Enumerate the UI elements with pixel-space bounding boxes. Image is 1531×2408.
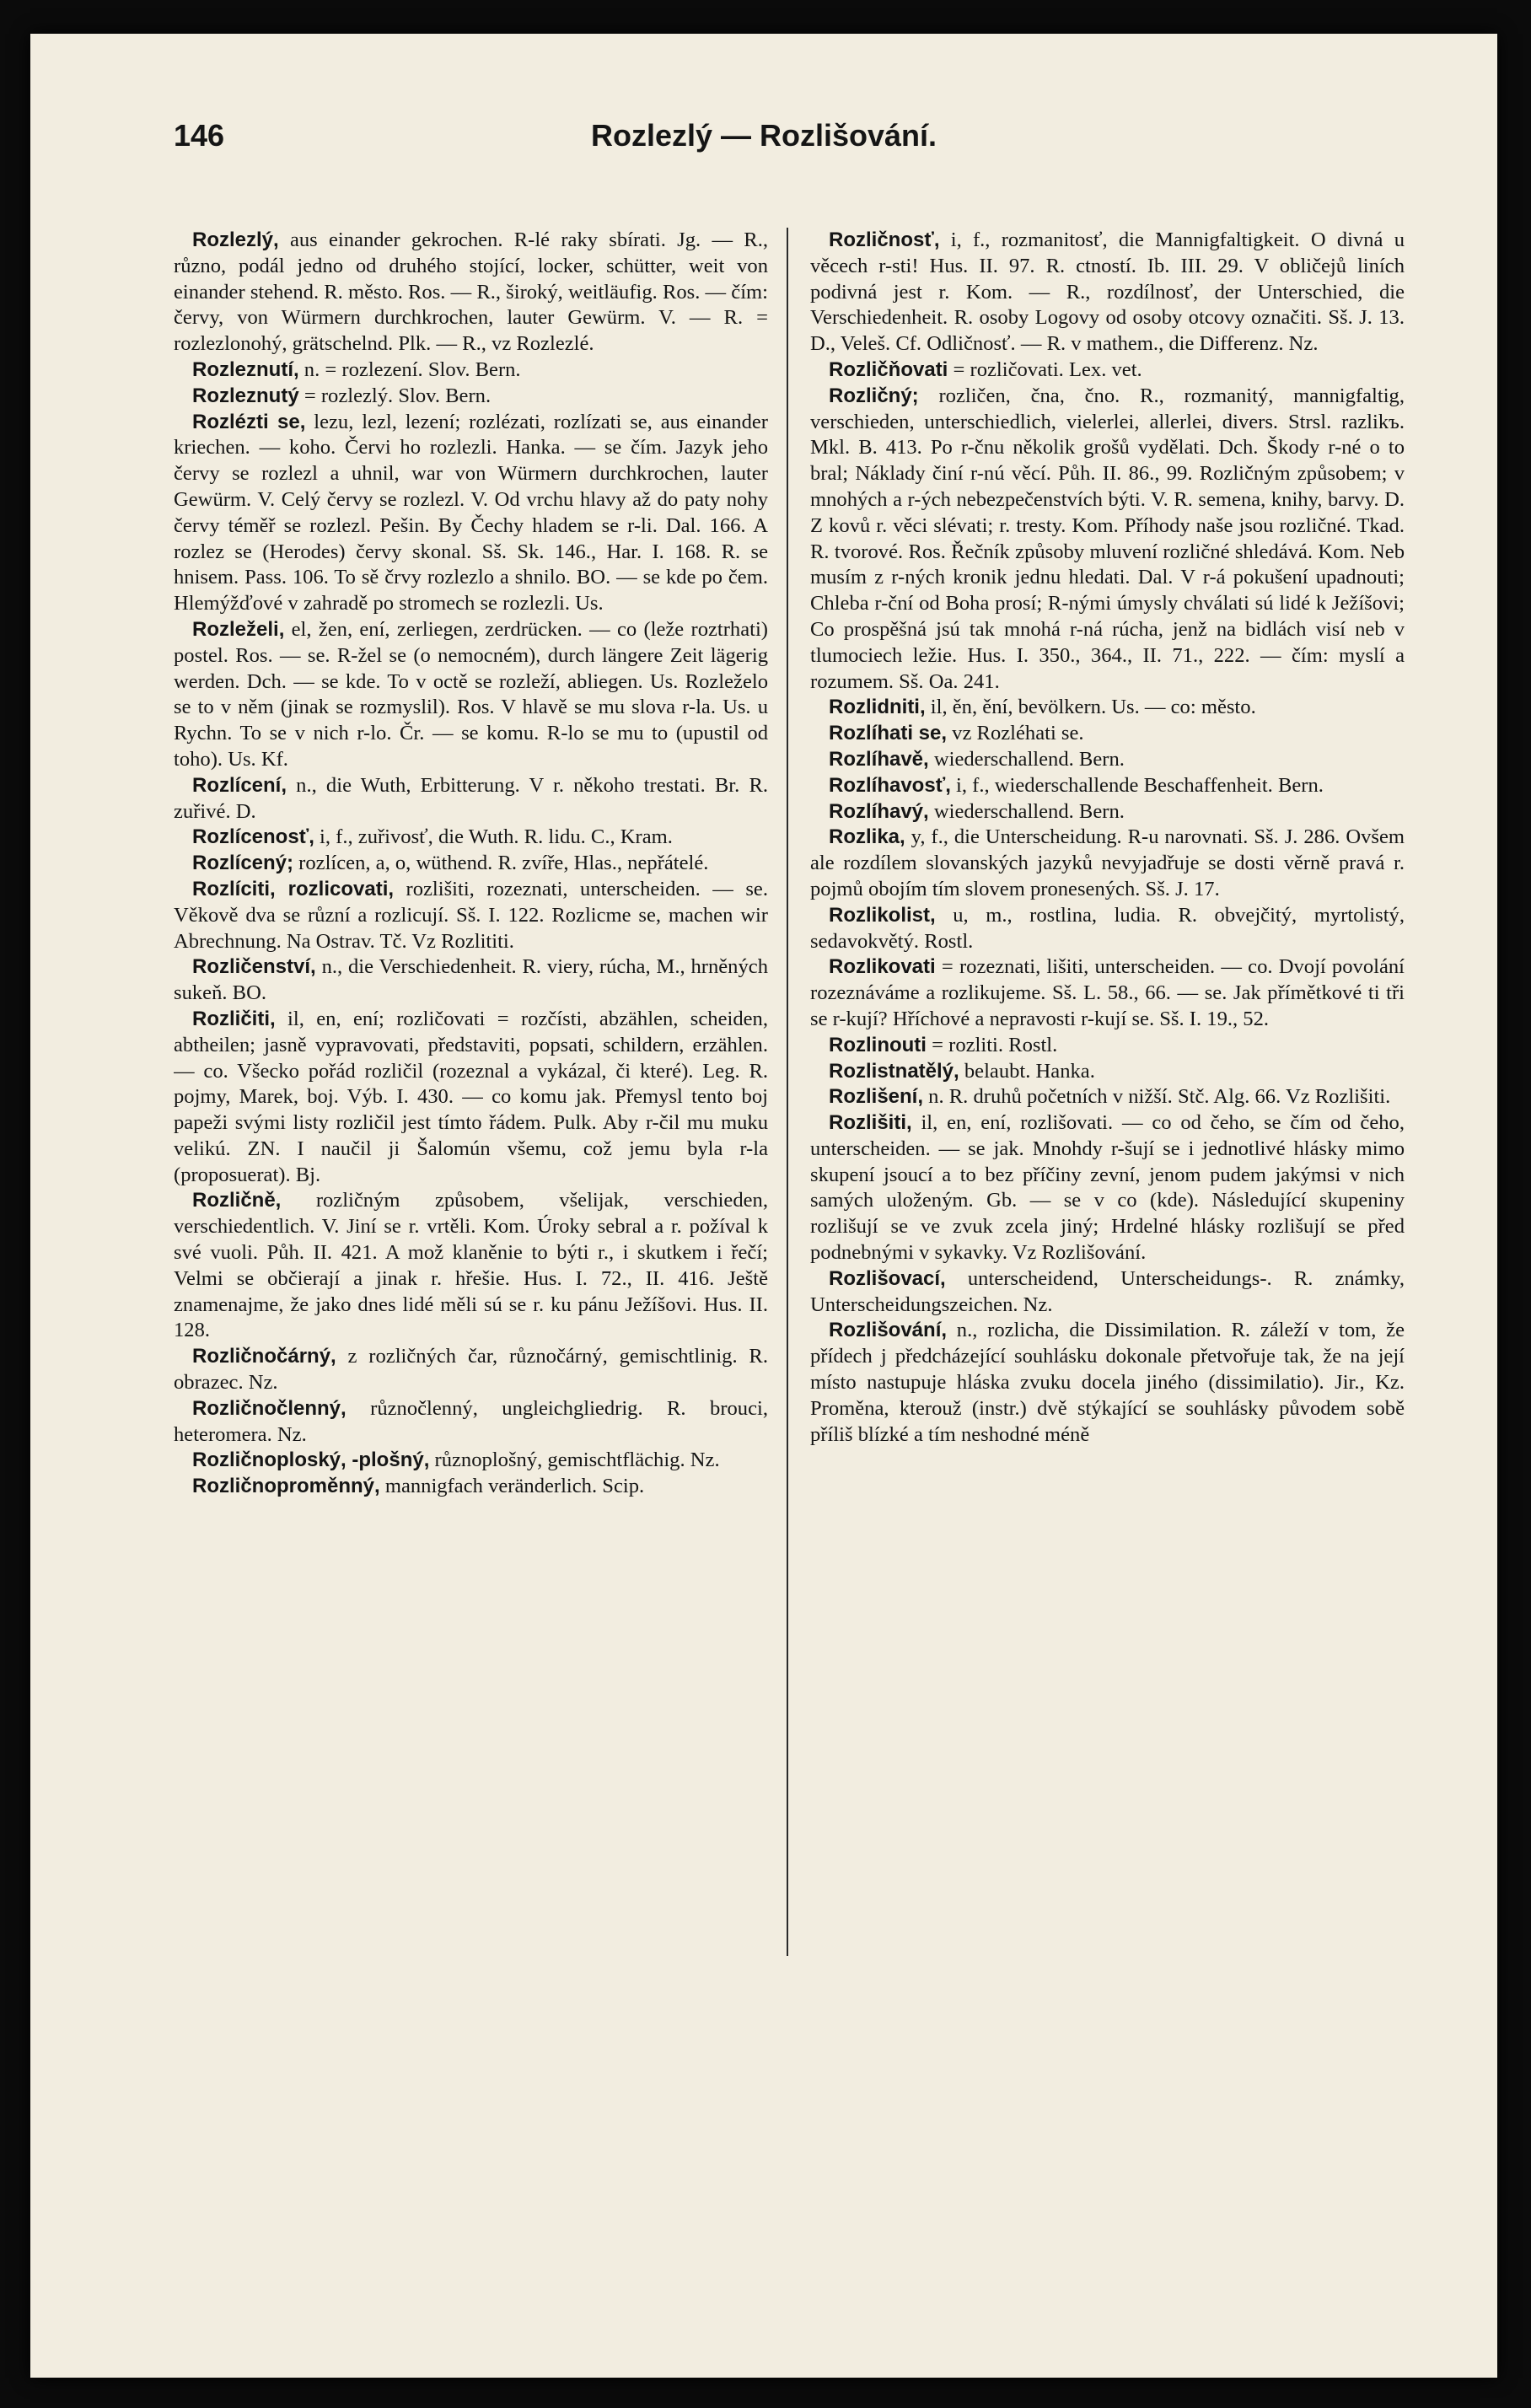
- headword: Rozlišování,: [829, 1319, 948, 1342]
- entry-text: il, en, ení; rozličovati = rozčísti, abzählen, scheiden, abtheilen; jasně vypravovati, představiti, popsati, schildern, erzählen. — co. Všecko pořád rozličil (rozeznal a vykázal, či které). Leg. R. pojmy, Marek, boj. Výb. I. 430. — co komu jak. Přemysl tento boj papeži svými listy rozličil jest tímto řádem. Pulk. Aby r-čil mu muku velikú. ZN. I naučil ji Šalomún všemu, což jemu byla r-la (proposuerat). Bj.: [174, 1007, 768, 1186]
- dictionary-entry: [810, 773, 1405, 799]
- entry-text: u, m., rostlina, ludia. R. obvejčitý, myrtolistý, sedavokvětý. Rostl.: [810, 903, 1405, 953]
- dictionary-entry: [174, 228, 768, 357]
- headword: Rozličňovati: [829, 357, 948, 381]
- entry-text: = rozličovati. Lex. vet.: [948, 357, 1142, 381]
- dictionary-entry: [810, 1033, 1405, 1059]
- headword: Rozličný;: [829, 384, 919, 407]
- headword: Rozličnočárný,: [192, 1345, 336, 1368]
- entry-text: = rozlezlý. Slov. Bern.: [298, 384, 492, 407]
- entry-text: rozličným způsobem, všelijak, verschieden, verschiedentlich. V. Jiní se r. vrtěli. Kom. Úroky sebral a r. požíval k své vuoli. Půh. II. 421. A mož klaněnie to býti r., i skutkem i řečí; Velmi se občierají a jinak r. hřešie. Hus. I. 72., II. 416. Ještě znamenajme, že jako dnes lidé měli sú se r. ku pánu Ježíšovi. Hus. II. 128.: [174, 1189, 768, 1342]
- headword: Rozlícení,: [192, 773, 287, 797]
- entry-text: aus einander gekrochen. R-lé raky sbírati. Jg. — R., různo, podál jedno od druhého stojící, locker, schütter, weit von einander stehend. R. město. Ros. — R., široký, weitläufig. Ros. — čím: červy, von Würmern durchkrochen, lauter Gewürm. V. — R. = rozlezlonohý, grätschelnd. Plk. — R., vz Rozlezlé.: [174, 228, 768, 356]
- entry-text: i, f., rozmanitosť, die Mannigfaltigkeit. O divná u věcech r-sti! Hus. II. 97. R. ctností. Ib. III. 29. V obličejů liních podivná jest r. Kom. — R., rozdílnosť, der Unterschied, die Verschiedenheit. R. osoby Logovy od osoby otcovy označiti. Sš. J. 13. D., Veleš. Cf. Odličnosť. — R. v mathem., die Differenz. Nz.: [810, 228, 1405, 356]
- headword: Rozlíhavosť,: [829, 773, 951, 797]
- entry-text: wiederschallend. Bern.: [928, 747, 1125, 771]
- headword: Rozlícenosť,: [192, 825, 314, 849]
- dictionary-entry: [174, 954, 768, 1007]
- headword: Rozlidniti,: [829, 696, 926, 719]
- dictionary-entry: [810, 799, 1405, 825]
- dictionary-entry: [174, 1474, 768, 1500]
- entry-text: = rozliti. Rostl.: [926, 1033, 1058, 1056]
- dictionary-entry: [810, 1059, 1405, 1085]
- entry-text: mannigfach veränderlich. Scip.: [379, 1475, 645, 1498]
- dictionary-entry: [174, 825, 768, 851]
- headword: Rozličiti,: [192, 1007, 276, 1030]
- dictionary-entry: [174, 1344, 768, 1396]
- headword: Rozlíciti, rozlicovati,: [192, 877, 395, 900]
- headword: Rozlika,: [829, 825, 905, 849]
- entry-text: i, f., zuřivosť, die Wuth. R. lidu. C., Kram.: [314, 825, 673, 849]
- headword: Rozličnoploský, -plošný,: [192, 1449, 430, 1472]
- dictionary-entry: [810, 1318, 1405, 1448]
- dictionary-entry: [810, 903, 1405, 955]
- headword: Rozlíhati se,: [829, 722, 948, 745]
- dictionary-entry: [810, 1084, 1405, 1110]
- headword: Rozlišovací,: [829, 1266, 946, 1290]
- headword: Rozleznutí,: [192, 357, 299, 381]
- entry-text: různoplošný, gemischtflächig. Nz.: [429, 1449, 720, 1472]
- entry-text: y, f., die Unterscheidung. R-u narovnati. Sš. J. 286. Ovšem ale rozdílem slovanských jazyků nevyjadřuje se dosti věrně pravá r. pojmů obojím tím slovem pronesených. Sš. J. 17.: [810, 825, 1405, 900]
- headword: Rozlinouti: [829, 1033, 927, 1056]
- dictionary-entry: [174, 1007, 768, 1189]
- dictionary-entry: [810, 357, 1405, 384]
- dictionary-entry: [810, 228, 1405, 357]
- entry-text: rozlícen, a, o, wüthend. R. zvíře, Hlas., nepřátelé.: [293, 852, 709, 875]
- entry-text: rozlišiti, rozeznati, unterscheiden. — se. Věkově dva se různí a rozlicují. Sš. I. 122. Rozlicme se, machen wir Abrechnung. Na Ostrav. Tč. Vz Rozlititi.: [174, 877, 768, 953]
- dictionary-entry: [174, 410, 768, 617]
- page-number: 146: [174, 118, 225, 153]
- headword: Rozlíhavý,: [829, 799, 929, 823]
- entry-text: lezu, lezl, lezení; rozlézati, rozlízati se, aus einander kriechen. — koho. Červi ho rozlezli. Hanka. — se čím. Jazyk jeho červy se rozlezl a uhnil, war von Würmern durchkrochen, lauter Gewürm. V. Celý červy se rozlezl. V. Od vrchu hlavy až do paty nohy červy téměř se rozlezl. Pešin. By Čechy hladem se r-li. Dal. 166. A rozlez se (Herodes) červy skonal. Sš. Sk. 146., Har. I. 168. R. se hnisem. Pass. 106. To sě črvy rozlezlo a shnilo. BO. — se kde po čem. Hlemýžďové v zahradě po stromech se rozlezli. Us.: [174, 410, 768, 615]
- entry-text: n., rozlicha, die Dissimilation. R. záleží v tom, že přídech j předcházející souhlásku dokonale přetvořuje tak, že na její místo nastupuje hláska zvuku docela jiného (dissimilatio). Jir., Kz. Proměna, kterouž (instr.) dvě stýkající se souhlásky původem sobě příliš blízké a tím neshodné méně: [810, 1319, 1405, 1446]
- left-column: [174, 228, 768, 2276]
- entry-text: z rozličných čar, různočárný, gemischtlinig. R. obrazec. Nz.: [174, 1345, 768, 1395]
- dictionary-entry: [810, 1110, 1405, 1266]
- headword: Rozlišiti,: [829, 1111, 912, 1135]
- dictionary-entry: [810, 825, 1405, 902]
- dictionary-entry: [810, 384, 1405, 696]
- dictionary-entry: [810, 747, 1405, 773]
- headword: Rozlícený;: [192, 852, 294, 875]
- headword: Rozlíhavě,: [829, 747, 929, 771]
- entry-text: belaubt. Hanka.: [959, 1059, 1095, 1083]
- dictionary-entry: [810, 695, 1405, 721]
- dictionary-entry: [174, 851, 768, 877]
- dictionary-entry: [810, 721, 1405, 747]
- entry-text: různočlenný, ungleichgliedrig. R. brouci, heteromera. Nz.: [174, 1396, 768, 1446]
- dictionary-page: [30, 34, 1497, 2378]
- headword: Rozličnosť,: [829, 228, 940, 251]
- headword: Rozleželi,: [192, 617, 285, 641]
- dictionary-entry: [174, 877, 768, 954]
- headword: Rozlikovati: [829, 955, 936, 979]
- right-column: [810, 228, 1405, 2276]
- dictionary-entry: [174, 1396, 768, 1449]
- page-header: [30, 118, 1497, 177]
- entry-text: rozličen, čna, čno. R., rozmanitý, mannigfaltig, verschieden, unterschiedlich, vielerlei, allerlei, divers. Strsl. razlikъ. Mkl. B. 413. Po r-čnu několik grošů vydělati. Dch. Škody r-né o to bral; Náklady činí r-nú věcí. Půh. II. 86., 99. Rozličným způsobem; v mnohých a r-ých nebezpečenstvích býti. V. R. semena, knihy, barvy. D. Z kovů r. věci slévati; r. tresty. Kom. Příhody naše jsou rozličné. Tkad. R. tvorové. Ros. Řečník způsoby mluvení rozličné shledává. Kom. Neb musím z r-ných kronik jednu hledati. Dal. V r-á pokušení upadnouti; Chleba r-ční od Boha prosí; R-nými úmysly chválati sú lidé k Ježíšovi; Co prospěšná jsú tak mnohá r-ná rúcha, jenž na bidlách visí neb v tlumociech ležie. Hus. I. 350., 364., II. 71., 222. — čím: myslí a rozumem. Sš. Oa. 241.: [810, 384, 1405, 693]
- headword: Rozličnoproměnný,: [192, 1475, 380, 1498]
- dictionary-entry: [174, 617, 768, 773]
- dictionary-entry: [174, 773, 768, 825]
- entry-text: unterscheidend, Unterscheidungs-. R. známky, Unterscheidungszeichen. Nz.: [810, 1266, 1405, 1316]
- entry-text: el, žen, ení, zerliegen, zerdrücken. — co (leže roztrhati) postel. Ros. — se. R-žel se (o nemocném), durch längere Zeit lägerig werden. Dch. — se kde. To v octě se rozleží, abliegen. Us. Rozleželo se to v něm (jinak se rozmyslil). Ros. V hlavě se mu slova r-la. Us. u Rychn. To se v nich r-lo. Čr. — se komu. R-lo se mu to (upustil od toho). Us. Kf.: [174, 617, 768, 771]
- headword: Rozleznutý: [192, 384, 299, 407]
- entry-text: il, en, ení, rozlišovati. — co od čeho, se čím od čeho, unterscheiden. — se jak. Mnohdy r-šují se i jednotlivé hlásky mimo skupení jsoucí a to bez příčiny zevní, jenom pudem jakýmsi v nich samých uloženým. Gb. — se v co (kde). Následující skupeniny rozlišují se ve zvuk zcela jiný; Hrdelné hlásky rozlišují se před podnebnými v sykavky. Vz Rozlišování.: [810, 1111, 1405, 1265]
- headword: Rozlistnatělý,: [829, 1059, 959, 1083]
- dictionary-entry: [174, 384, 768, 410]
- headword: Rozličně,: [192, 1189, 282, 1212]
- headword: Rozlikolist,: [829, 903, 936, 927]
- entry-text: n. = rozlezení. Slov. Bern.: [298, 357, 521, 381]
- entry-text: vz Rozléhati se.: [947, 722, 1084, 745]
- dictionary-entry: [174, 1188, 768, 1344]
- dictionary-entry: [810, 1266, 1405, 1319]
- headword: Rozlézti se,: [192, 410, 306, 433]
- dictionary-entry: [810, 954, 1405, 1032]
- headword: Rozlezlý,: [192, 228, 279, 251]
- entry-text: = rozeznati, lišiti, unterscheiden. — co. Dvojí povolání rozeznáváme a rozlikujeme. Sš. L. 58., 66. — se. Jak přímětkové ti tři se r-kují? Hříchové a nepravosti r-kují se. Sš. I. 19., 52.: [810, 955, 1405, 1030]
- column-divider: [787, 228, 788, 1956]
- entry-text: n., die Verschiedenheit. R. viery, rúcha, M., hrněných sukeň. BO.: [174, 955, 768, 1005]
- entry-text: n., die Wuth, Erbitterung. V r. někoho trestati. Br. R. zuřivé. D.: [174, 773, 768, 823]
- entry-text: i, f., wiederschallende Beschaffenheit. Bern.: [950, 773, 1324, 797]
- headword: Rozlišení,: [829, 1085, 924, 1109]
- scan-edge: [1480, 2398, 1531, 2408]
- running-head: Rozlezlý — Rozlišování.: [590, 118, 937, 153]
- entry-text: n. R. druhů početních v nižší. Stč. Alg. 66. Vz Rozlišiti.: [923, 1085, 1391, 1109]
- dictionary-entry: [174, 1448, 768, 1474]
- headword: Rozličenství,: [192, 955, 316, 979]
- dictionary-entry: [174, 357, 768, 384]
- entry-text: wiederschallend. Bern.: [928, 799, 1125, 823]
- headword: Rozličnočlenný,: [192, 1396, 346, 1420]
- entry-text: il, ěn, ění, bevölkern. Us. — co: město.: [925, 696, 1256, 719]
